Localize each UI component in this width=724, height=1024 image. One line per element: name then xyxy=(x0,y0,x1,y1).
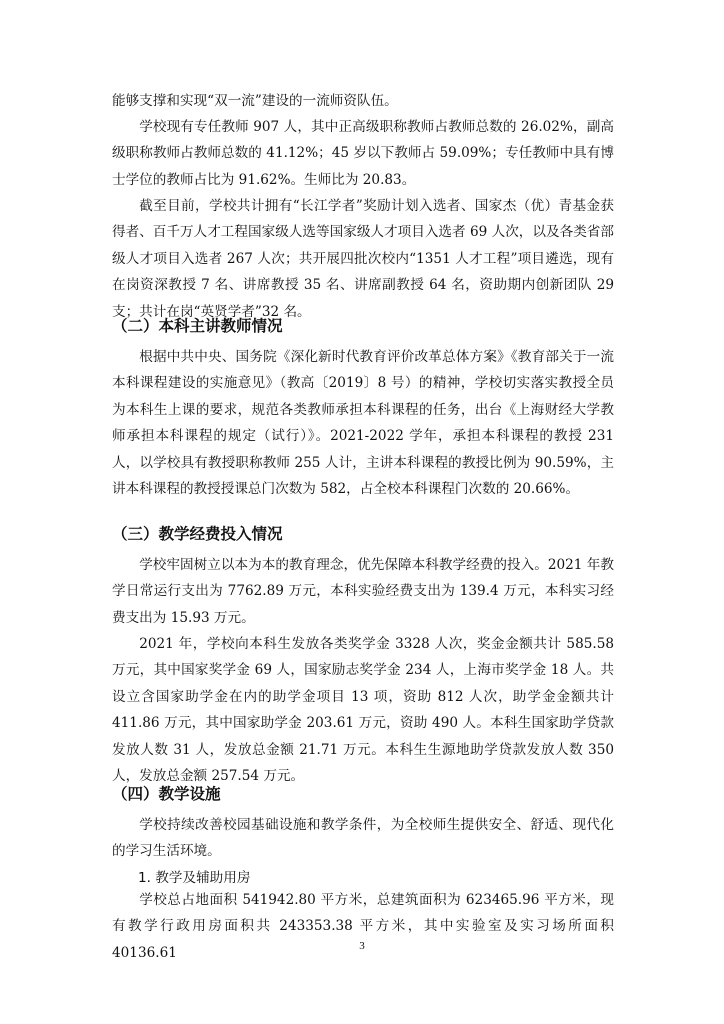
paragraph-funding: 学校牢固树立以本为本的教育理念，优先保障本科教学经费的投入。2021 年教学日常运行支出为 7762.89 万元，本科实验经费支出为 139.4 万元，本科实习经费支出为 15.93 万元。 xyxy=(112,557,614,626)
paragraph-talent-programs: 截至目前，学校共计拥有“长江学者”奖励计划入选者、国家杰（优）青基金获得者、百千万人才工程国家级人选等国家级人才项目入选者 69 人次，以及各类省部级人才项目入选者 267 人次；共开展四批次校内“1351 人才工程”项目遴选，现有在岗资深教授 7 名、讲席教授 35 名、讲席副教授 64 名，资助期内创新团队 29 支；共计在岗“英贤学者”32 名。 xyxy=(112,198,614,320)
paragraph-campus-area: 学校总占地面积 541942.80 平方米，总建筑面积为 623465.96 平方米，现有教学行政用房面积共 243353.38 平方米，其中实验室及实习场所面积 40136.61 xyxy=(112,892,614,961)
paragraph-scholarships: 2021 年，学校向本科生发放各类奖学金 3328 人次，奖金金额共计 585.58 万元，其中国家奖学金 69 人，国家励志奖学金 234 人，上海市奖学金 18 人。共设立含国家助学金在内的助学金项目 13 项，资助 812 人次，助学金金额共计 411.86 万元，其中国家助学金 203.61 万元，资助 490 人。本科生国家助学贷款发放人数 31 人，发放总金额 21.71 万元。本科生生源地助学贷款发放人数 350 人，发放总金额 257.54 万元。 xyxy=(112,636,614,785)
subheading-teaching-rooms: 1. 教学及辅助用房 xyxy=(138,870,251,886)
section-heading-2: （二）本科主讲教师情况 xyxy=(112,317,283,335)
paragraph-faculty-stats: 学校现有专任教师 907 人，其中正高级职称教师占教师总数的 26.02%，副高级职称教师占教师总数的 41.12%；45 岁以下教师占 59.09%；专任教师中具有博士学位的教师占比为 91.62%。生师比为 20.83。 xyxy=(112,119,614,188)
section-heading-4: （四）教学设施 xyxy=(112,785,221,803)
paragraph-undergrad-teaching: 根据中共中央、国务院《深化新时代教育评价改革总体方案》《教育部关于一流本科课程建设的实施意见》（教高〔2019〕8 号）的精神，学校切实落实教授全员为本科生上课的要求，规范各类教师承担本科课程的任务，出台《上海财经大学教师承担本科课程的规定（试行）》。2021-2022 学年，承担本科课程的教授 231 人，以学校具有教授职称教师 255 人计，主讲本科课程的教授比例为 90.59%，主讲本科课程的教授授课总门次数为 582，占全校本科课程门次数的 20.66%。 xyxy=(112,349,614,498)
paragraph-continuation: 能够支撑和实现“双一流”建设的一流师资队伍。 xyxy=(112,93,398,109)
page-number: 3 xyxy=(359,940,365,952)
paragraph-facilities: 学校持续改善校园基础设施和教学条件，为全校师生提供安全、舒适、现代化的学习生活环境。 xyxy=(112,817,614,860)
section-heading-3: （三）教学经费投入情况 xyxy=(112,525,283,543)
